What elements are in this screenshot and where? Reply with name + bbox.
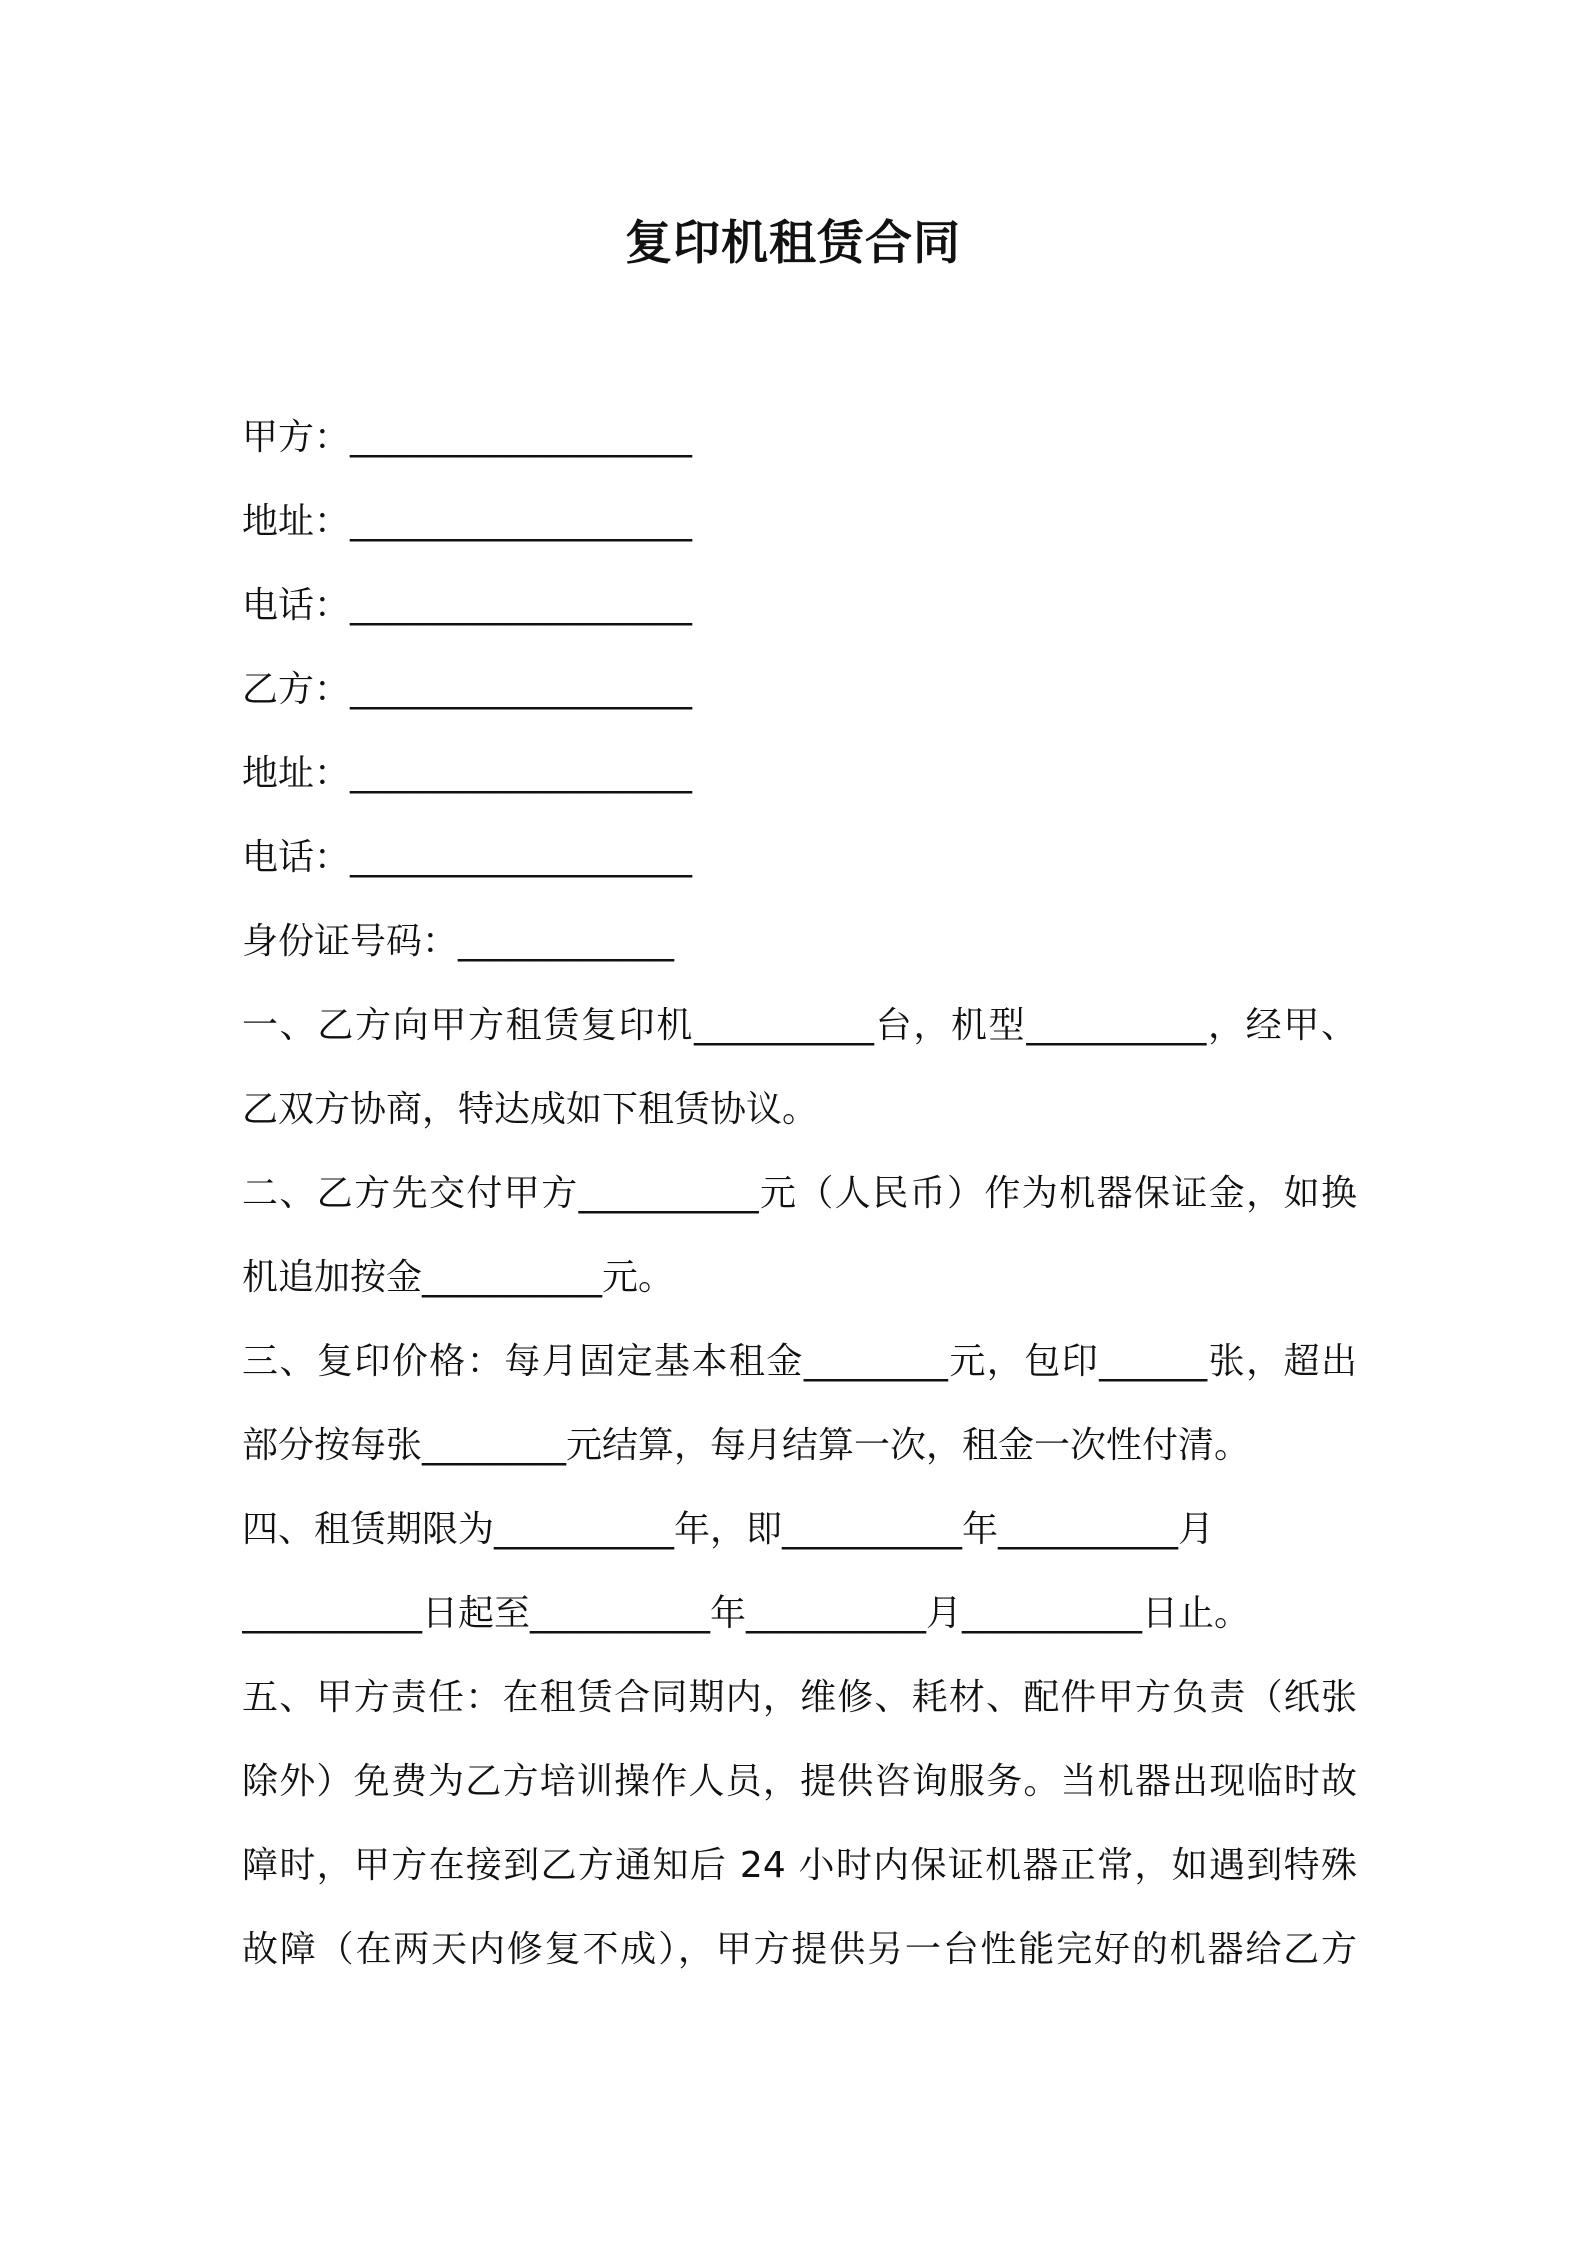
party-b-name-line: 乙方：___________________ <box>242 669 693 710</box>
clause-2-line-1: 二、乙方先交付甲方__________元（人民币）作为机器保证金，如换 <box>242 1173 1357 1214</box>
party-b-address-line: 地址：___________________ <box>242 753 693 794</box>
clause-5-line-3: 障时，甲方在接到乙方通知后 24 小时内保证机器正常，如遇到特殊 <box>242 1845 1357 1886</box>
clause-5-line-4: 故障（在两天内修复不成），甲方提供另一台性能完好的机器给乙方 <box>242 1929 1357 1970</box>
id-number-line: 身份证号码：____________ <box>242 921 675 962</box>
party-a-phone-line: 电话：___________________ <box>242 585 693 626</box>
clause-4-line-2: __________日起至__________年__________月__________日止。 <box>242 1593 1251 1634</box>
clause-4-line-1: 四、租赁期限为__________年，即__________年__________月 <box>242 1509 1215 1550</box>
party-a-name-line: 甲方：___________________ <box>242 417 693 458</box>
clause-2-line-2: 机追加按金__________元。 <box>242 1257 675 1298</box>
clause-1-line-1: 一、乙方向甲方租赁复印机__________台，机型__________，经甲、 <box>242 1005 1357 1046</box>
clause-1-line-2: 乙双方协商，特达成如下租赁协议。 <box>242 1089 819 1130</box>
clause-3-line-1: 三、复印价格：每月固定基本租金________元，包印______张，超出 <box>242 1341 1357 1382</box>
clause-3-line-2: 部分按每张________元结算，每月结算一次，租金一次性付清。 <box>242 1425 1251 1466</box>
party-b-phone-line: 电话：___________________ <box>242 837 693 878</box>
document-title: 复印机租赁合同 <box>625 216 961 271</box>
clause-5-line-2: 除外）免费为乙方培训操作人员，提供咨询服务。当机器出现临时故 <box>242 1761 1357 1802</box>
party-a-address-line: 地址：___________________ <box>242 501 693 542</box>
clause-5-line-1: 五、甲方责任：在租赁合同期内，维修、耗材、配件甲方负责（纸张 <box>242 1677 1357 1718</box>
